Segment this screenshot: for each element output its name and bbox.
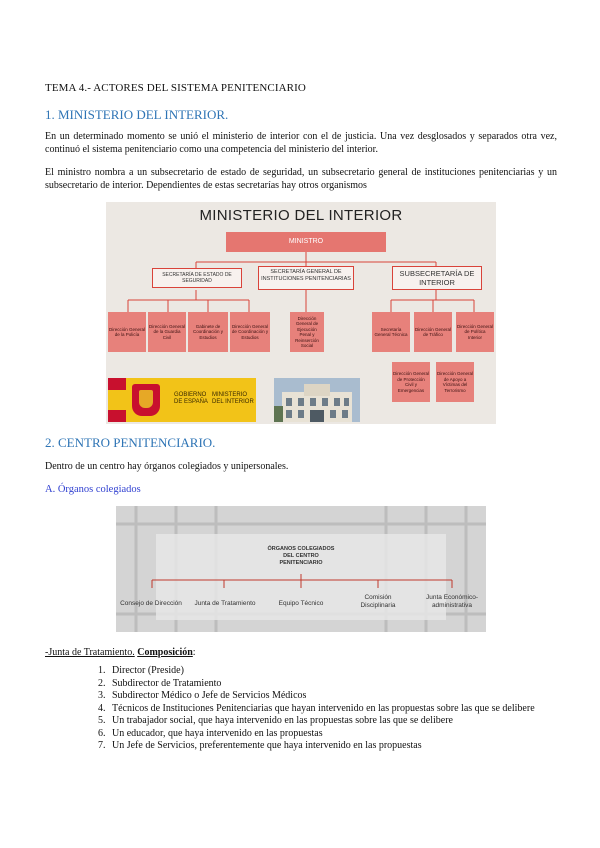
list-item: 2. Subdirector de Tratamiento [108, 678, 578, 691]
subheading-organos: A. Órganos colegiados [45, 484, 141, 495]
list-item: 6. Un educador, que haya intervenido en las propuestas [108, 728, 578, 741]
unit-policia: Dirección General de la Policía [108, 312, 146, 352]
section2-heading: 2. CENTRO PENITENCIARIO. [45, 435, 216, 450]
unit-trafico: Dirección General de Tráfico [414, 312, 452, 352]
node-equipo-tecnico: Equipo Técnico [278, 600, 324, 607]
ministerio-organigram [106, 202, 496, 424]
list-item: 3. Subdirector Médico o Jefe de Servicios Médicos [108, 690, 578, 703]
branch-penitenciarias: SECRETARÍA GENERAL DE INSTITUCIONES PENITENCIARIAS [258, 266, 354, 290]
composition-list [88, 665, 578, 753]
gov-line-1: GOBIERNO DE ESPAÑA [174, 392, 208, 405]
list-item: 4. Técnicos de Instituciones Penitenciarias que hayan intervenido en las propuestas sobre las que se delibere [108, 703, 578, 716]
branch-seguridad: SECRETARÍA DE ESTADO DE SEGURIDAD [152, 268, 242, 288]
composicion-label: Composición [137, 647, 193, 658]
section2-paragraph: Dentro de un centro hay órganos colegiados y unipersonales. [45, 461, 289, 472]
organos-colegiados-diagram [116, 506, 486, 632]
list-item: 5. Un trabajador social, que haya intervenido en las propuestas sobre las que se delibere [108, 715, 578, 728]
gobierno-espana-logo [108, 378, 256, 422]
node-comision-disciplinaria: Comisión Disciplinaria [360, 594, 396, 609]
ministry-building-photo [274, 378, 360, 422]
document-title: TEMA 4.- ACTORES DEL SISTEMA PENITENCIARIO [45, 82, 306, 94]
organigram-title: MINISTERIO DEL INTERIOR [199, 207, 403, 224]
section1-paragraph-1: En un determinado momento se unió el ministerio de interior con el de justicia. Una vez desglosados y separados otra vez, continuó el sistema penitenciario como una competencia del ministerio del interior. [45, 131, 557, 155]
junta-colon: : [192, 647, 196, 658]
junta-label: -Junta de Tratamiento. [45, 647, 135, 658]
section1-paragraph-2: El ministro nombra a un subsecretario de estado de seguridad, un subsecretario general de instituciones penitenciarias y un subsecretario de interior. Dependientes de estas secretarías hay otros organismos [45, 167, 557, 191]
diagram-root: ÓRGANOS COLEGIADOS DEL CENTRO PENITENCIARIO [267, 546, 335, 566]
node-junta-tratamiento: Junta de Tratamiento [194, 600, 256, 607]
unit-ejecucion-penal: Dirección General de Ejecución Penal y Reinserción Social [290, 312, 324, 352]
unit-politica-interior: Dirección General de Política Interior [456, 312, 494, 352]
minister-box: MINISTRO [226, 232, 386, 252]
unit-proteccion-civil: Dirección General de Protección Civil y Emergencias [392, 362, 430, 402]
section1-heading: 1. MINISTERIO DEL INTERIOR. [45, 107, 229, 122]
coat-of-arms-icon [132, 384, 160, 416]
list-item: 1. Director (Preside) [108, 665, 578, 678]
unit-secretaria-tecnica: Secretaría General Técnica [372, 312, 410, 352]
node-consejo-direccion: Consejo de Dirección [120, 600, 182, 607]
diagram-background [116, 506, 486, 632]
list-item: 7. Un Jefe de Servicios, preferentemente que haya intervenido en las propuestas [108, 740, 578, 753]
node-junta-economico: Junta Económico-administrativa [425, 594, 479, 609]
branch-interior: SUBSECRETARÍA DE INTERIOR [392, 266, 482, 290]
unit-coordinacion: Dirección General de Coordinación y Estudios [230, 312, 270, 352]
unit-gabinete: Gabinete de Coordinación y Estudios [188, 312, 228, 352]
junta-heading [45, 646, 196, 659]
gov-line-2: MINISTERIO DEL INTERIOR [212, 392, 254, 405]
unit-guardia-civil: Dirección General de la Guardia Civil [148, 312, 186, 352]
unit-victimas-terrorismo: Dirección General de Apoyo a Víctimas del Terrorismo [436, 362, 474, 402]
